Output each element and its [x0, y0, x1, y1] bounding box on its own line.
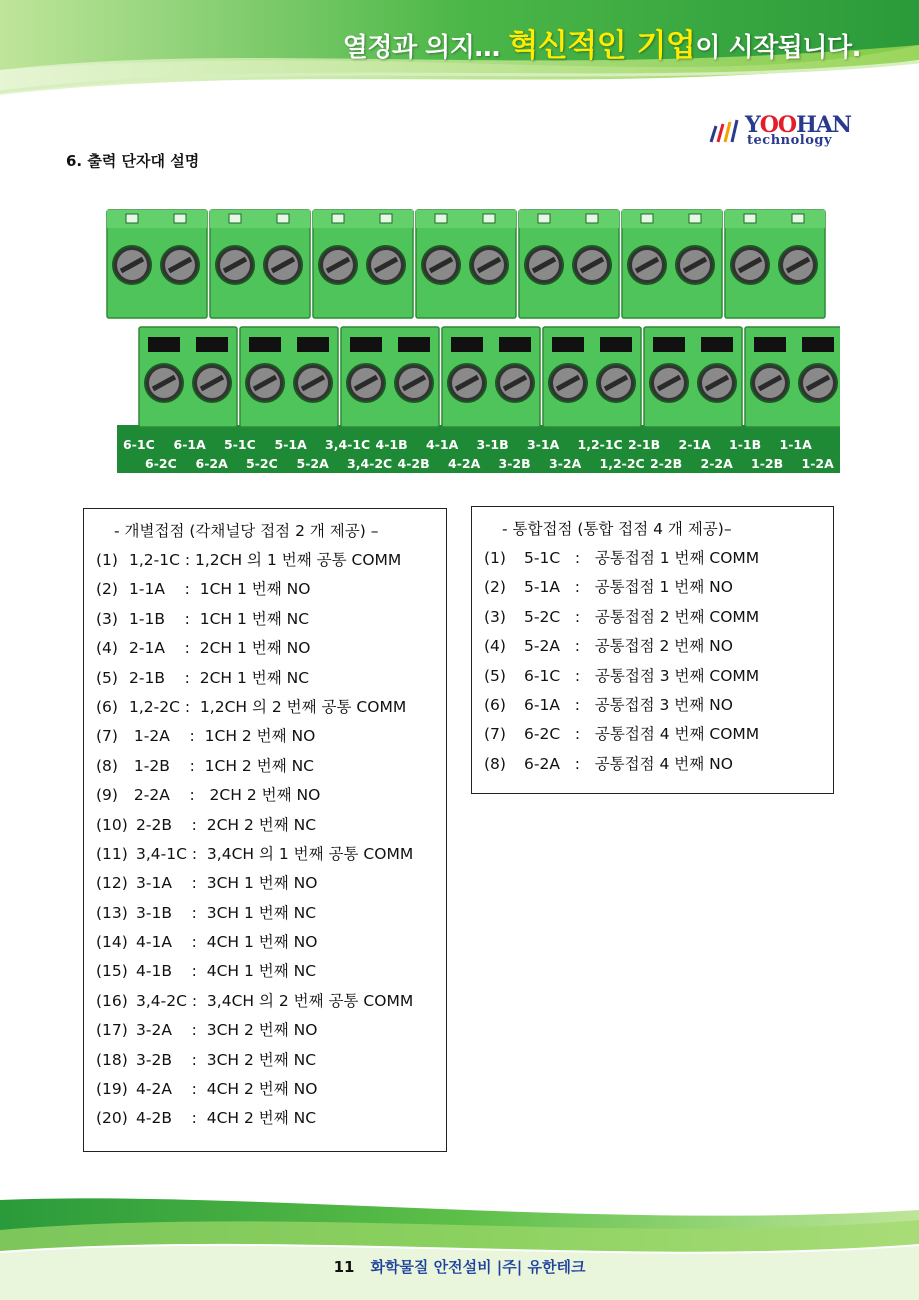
terminal-label-bottom: 1-2A — [801, 456, 834, 471]
wire-slot — [196, 337, 228, 352]
list-item — [484, 720, 833, 749]
terminal-label-bottom: 2-2A — [700, 456, 733, 471]
list-item — [96, 752, 446, 781]
list-item-text: 1-1A : 1CH 1 번째 NO — [129, 580, 311, 599]
wire-slot — [499, 337, 531, 352]
list-item — [96, 811, 446, 840]
wire-slot — [435, 214, 447, 223]
list-item-number: (8) — [96, 756, 118, 775]
terminal-label-bottom: 6-2C — [145, 456, 177, 471]
terminal-label-top: 4-1B — [375, 437, 408, 452]
list-item — [96, 987, 446, 1016]
wire-slot — [701, 337, 733, 352]
terminal-label-bottom: 2-2B — [650, 456, 683, 471]
logo-wordmark: YOOHAN — [745, 112, 852, 138]
terminal-label-bottom: 4-2A — [448, 456, 481, 471]
wire-slot — [641, 214, 653, 223]
list-item — [96, 869, 446, 898]
footer-text — [0, 1256, 919, 1277]
list-item-number: (1) — [484, 549, 506, 567]
list-item-number: (8) — [484, 754, 506, 773]
wire-slot — [586, 214, 598, 223]
wire-slot — [332, 214, 344, 223]
terminal-label-bottom: 5-2C — [246, 456, 278, 471]
wire-slot — [552, 337, 584, 352]
terminal-block-illustration — [105, 205, 840, 473]
individual-contacts-list — [96, 546, 446, 1134]
terminal-label-bottom: 3-2B — [498, 456, 531, 471]
wire-slot — [689, 214, 701, 223]
list-item-number: (16) — [96, 991, 128, 1010]
list-item — [96, 928, 446, 957]
wire-slot — [744, 214, 756, 223]
list-item — [484, 573, 833, 602]
list-item-text: 2-2B : 2CH 2 번째 NC — [136, 815, 317, 834]
list-item-text: 3,4-2C : 3,4CH 의 2 번째 공통 COMM — [136, 991, 414, 1010]
list-item-text: 1,2-1C : 1,2CH 의 1 번째 공통 COMM — [129, 551, 402, 569]
list-item — [484, 632, 833, 661]
list-item-number: (13) — [96, 903, 128, 922]
terminal-label-bottom: 3-2A — [549, 456, 582, 471]
wire-slot — [174, 214, 186, 223]
list-item — [96, 693, 446, 722]
top-terminal-cap — [519, 210, 619, 228]
list-item-text: 6-1A : 공통접점 3 번째 NO — [524, 695, 733, 714]
terminal-label-top: 3,4-1C — [325, 437, 371, 452]
list-item — [484, 603, 833, 632]
list-item-number: (3) — [484, 607, 506, 626]
list-item — [96, 575, 446, 604]
list-item — [96, 722, 446, 751]
wire-slot — [350, 337, 382, 352]
list-item-text: 3-2A : 3CH 2 번째 NO — [136, 1021, 318, 1040]
footer-company: 화학물질 안전설비 |주| 유한테크 — [370, 1258, 586, 1276]
list-item-number: (11) — [96, 844, 128, 863]
list-item-number: (1) — [96, 551, 118, 569]
list-item-number: (7) — [96, 727, 118, 746]
list-item-text: 6-2A : 공통접점 4 번째 NO — [524, 754, 733, 773]
logo-stripes-icon — [707, 116, 743, 146]
list-item-number: (18) — [96, 1050, 128, 1069]
list-item-text: 5-2C : 공통접점 2 번째 COMM — [524, 607, 760, 626]
wire-slot — [148, 337, 180, 352]
wire-slot — [600, 337, 632, 352]
terminal-label-top: 2-1B — [628, 437, 661, 452]
terminal-label-bottom: 1-2B — [751, 456, 784, 471]
list-item-text: 1-2B : 1CH 2 번째 NC — [129, 756, 315, 775]
wire-slot — [754, 337, 786, 352]
list-item-text: 1-2A : 1CH 2 번째 NO — [129, 727, 316, 746]
terminal-label-bottom: 1,2-2C — [599, 456, 645, 471]
list-item-text: 5-1C : 공통접점 1 번째 COMM — [524, 549, 760, 567]
list-item-text: 6-1C : 공통접점 3 번째 COMM — [524, 666, 760, 685]
list-item-number: (10) — [96, 815, 128, 834]
individual-contacts-title: - 개별접점 (각채널당 접점 2 개 제공) – — [114, 522, 379, 540]
terminal-label-bottom: 6-2A — [195, 456, 228, 471]
list-item-text: 3,4-1C : 3,4CH 의 1 번째 공통 COMM — [136, 844, 414, 863]
terminal-label-top: 5-1A — [274, 437, 307, 452]
top-terminal-cap — [210, 210, 310, 228]
list-item-text: 4-2A : 4CH 2 번째 NO — [136, 1080, 318, 1099]
terminal-label-top: 1,2-1C — [577, 437, 623, 452]
list-item-number: (5) — [484, 666, 506, 685]
list-item-text: 3-1A : 3CH 1 번째 NO — [136, 874, 318, 893]
list-item-number: (17) — [96, 1021, 128, 1040]
list-item — [96, 781, 446, 810]
list-item-number: (4) — [484, 637, 506, 656]
company-logo — [705, 112, 855, 152]
footer-wave-graphic — [0, 1190, 919, 1300]
list-item — [96, 546, 446, 575]
wire-slot — [277, 214, 289, 223]
terminal-block-photo — [105, 205, 840, 473]
wire-slot — [653, 337, 685, 352]
wire-slot — [229, 214, 241, 223]
list-item-number: (7) — [484, 725, 506, 744]
list-item-text: 1,2-2C : 1,2CH 의 2 번째 공통 COMM — [129, 697, 407, 716]
list-item — [96, 634, 446, 663]
list-item-text: 6-2C : 공통접점 4 번째 COMM — [524, 725, 760, 744]
terminal-label-bottom: 3,4-2C — [347, 456, 393, 471]
list-item-text: 4-1B : 4CH 1 번째 NC — [136, 962, 317, 981]
common-contacts-box — [471, 506, 834, 794]
list-item-text: 2-2A : 2CH 2 번째 NO — [129, 786, 321, 805]
list-item-number: (6) — [96, 697, 118, 716]
list-item-number: (14) — [96, 933, 128, 952]
header-slogan — [343, 20, 861, 65]
terminal-label-top: 1-1A — [779, 437, 812, 452]
top-terminal-cap — [107, 210, 207, 228]
terminal-label-bottom: 5-2A — [296, 456, 329, 471]
list-item-number: (9) — [96, 786, 118, 805]
list-item — [484, 544, 833, 573]
page-number: 11 — [333, 1258, 355, 1276]
list-item — [96, 957, 446, 986]
terminal-label-top: 5-1C — [224, 437, 256, 452]
wire-slot — [297, 337, 329, 352]
wire-slot — [380, 214, 392, 223]
wire-slot — [451, 337, 483, 352]
slogan-text-before: 열정과 의지… — [342, 33, 509, 63]
list-item — [96, 899, 446, 928]
list-item-number: (2) — [484, 578, 506, 597]
list-item-text: 4-2B : 4CH 2 번째 NC — [136, 1109, 317, 1128]
top-terminal-cap — [725, 210, 825, 228]
list-item-text: 3-1B : 3CH 1 번째 NC — [136, 903, 317, 922]
list-item-text: 5-1A : 공통접점 1 번째 NO — [524, 578, 733, 597]
top-terminal-cap — [622, 210, 722, 228]
list-item-text: 2-1B : 2CH 1 번째 NC — [129, 668, 310, 687]
list-item — [96, 1104, 446, 1133]
wire-slot — [398, 337, 430, 352]
list-item-number: (2) — [96, 580, 118, 599]
footer-banner — [0, 1190, 919, 1300]
logo-subtitle: technology — [747, 133, 833, 148]
list-item-text: 5-2A : 공통접점 2 번째 NO — [524, 637, 733, 656]
list-item — [96, 664, 446, 693]
slogan-text-after: 이 시작됩니다. — [695, 33, 861, 63]
terminal-label-top: 4-1A — [426, 437, 459, 452]
common-contacts-list — [484, 544, 833, 779]
top-terminal-cap — [416, 210, 516, 228]
list-item-number: (20) — [96, 1109, 128, 1128]
list-item — [96, 605, 446, 634]
wire-slot — [538, 214, 550, 223]
header-banner — [0, 0, 919, 100]
wire-slot — [792, 214, 804, 223]
common-contacts-title: - 통합접점 (통합 접점 4 개 제공)– — [502, 520, 732, 538]
list-item — [484, 750, 833, 779]
terminal-label-top: 3-1A — [527, 437, 560, 452]
terminal-label-top: 2-1A — [678, 437, 711, 452]
wire-slot — [802, 337, 834, 352]
list-item-number: (12) — [96, 874, 128, 893]
individual-contacts-box — [83, 508, 447, 1152]
list-item-number: (3) — [96, 609, 118, 628]
terminal-label-top: 3-1B — [476, 437, 509, 452]
terminal-label-top: 1-1B — [729, 437, 762, 452]
list-item-text: 2-1A : 2CH 1 번째 NO — [129, 639, 311, 658]
slogan-accent: 혁신적인 기업 — [508, 28, 696, 64]
list-item-text: 4-1A : 4CH 1 번째 NO — [136, 933, 318, 952]
list-item — [96, 1075, 446, 1104]
terminal-label-top: 6-1C — [123, 437, 155, 452]
list-item-number: (5) — [96, 668, 118, 687]
terminal-label-top: 6-1A — [173, 437, 206, 452]
list-item-number: (19) — [96, 1080, 128, 1099]
terminal-label-bottom: 4-2B — [397, 456, 430, 471]
list-item — [96, 840, 446, 869]
list-item-text: 1-1B : 1CH 1 번째 NC — [129, 609, 310, 628]
wire-slot — [483, 214, 495, 223]
list-item — [96, 1046, 446, 1075]
section-title: 6. 출력 단자대 설명 — [66, 152, 200, 170]
list-item-number: (6) — [484, 695, 506, 714]
wire-slot — [249, 337, 281, 352]
list-item — [96, 1016, 446, 1045]
list-item-number: (4) — [96, 639, 118, 658]
list-item — [484, 691, 833, 720]
list-item-text: 3-2B : 3CH 2 번째 NC — [136, 1050, 317, 1069]
wire-slot — [126, 214, 138, 223]
list-item — [484, 662, 833, 691]
list-item-number: (15) — [96, 962, 128, 981]
top-terminal-cap — [313, 210, 413, 228]
